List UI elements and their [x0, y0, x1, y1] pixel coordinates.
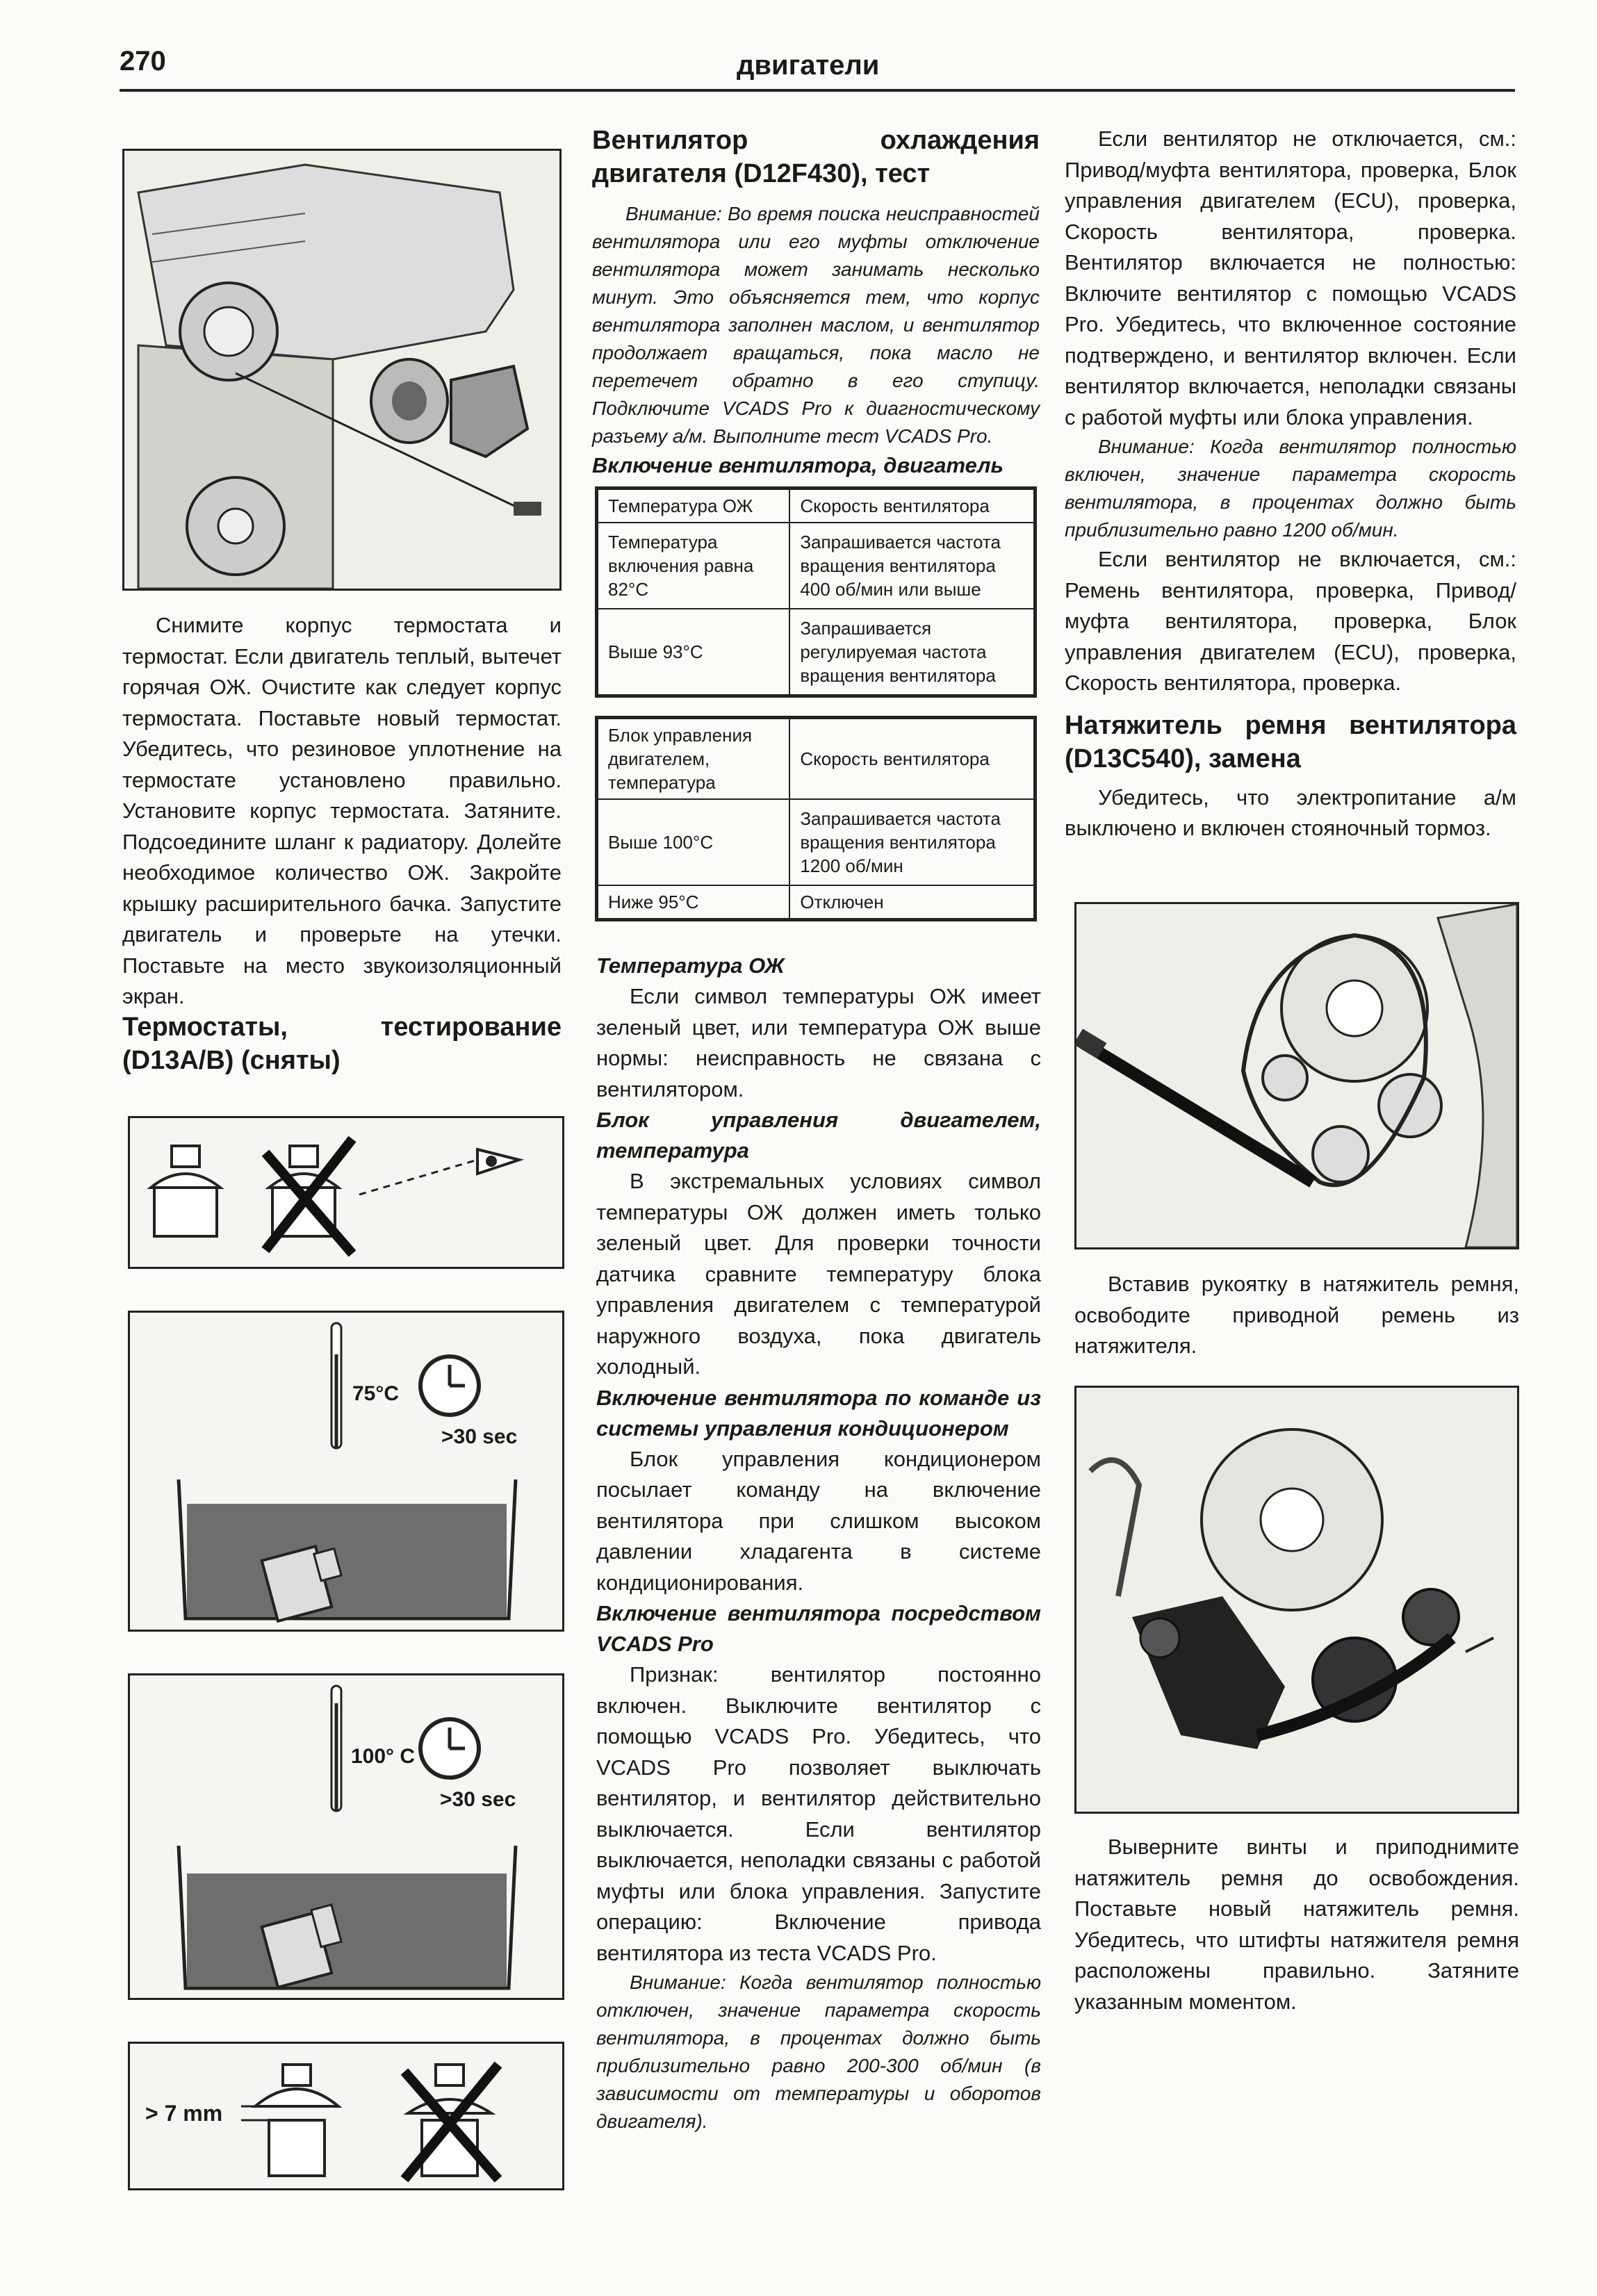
- belt-tensioner-removal-illustration: [1074, 1386, 1519, 1814]
- time-30sec-label: >30 sec: [441, 1425, 518, 1448]
- table-cell: Запрашивается регулируемая частота вращения вентилятора: [789, 609, 1034, 695]
- table-cell: Температура включения равна 82°C: [598, 523, 789, 609]
- fan-full-on-note: Внимание: Когда вентилятор полностью включен, значение параметра скорость вентилятора, в процентах должно быть приблизительно равно 1200 об/мин.: [1065, 436, 1516, 541]
- engine-thermostat-illustration: [122, 149, 562, 591]
- temp-100c-label: 100° C: [351, 1745, 416, 1768]
- fan-coolant-table: [595, 486, 1037, 698]
- fan-test-heading: Вентилятор охлаждения двигателя (D12F430), тест: [592, 126, 1040, 188]
- running-header-title: двигатели: [737, 50, 880, 81]
- table-cell: Запрашивается частота вращения вентилятора 400 об/мин или выше: [789, 523, 1034, 609]
- fan-ecu-table: [595, 716, 1037, 921]
- table-cell: Запрашивается частота вращения вентилятора 1200 об/мин: [789, 799, 1034, 885]
- thermostat-removal-text: Снимите корпус термостата и термостат. Если двигатель теплый, вытечет горячая ОЖ. Очистите как следует корпус термостата. Поставьте новый термостат. Убедитесь, что резиновое уплотнение на термостате установлено правильно. Установите корпус термостата. Затяните. Подсоедините шланг к радиатору. Долейте необходимое количество ОЖ. Закройте крышку расширительного бачка. Запустите двигатель и проверьте на утечки. Поставьте на место звукоизоляционный экран.: [122, 613, 562, 1008]
- table-cell: Выше 93°C: [598, 609, 789, 695]
- thermostat-test-75c-illustration: [128, 1311, 564, 1632]
- ac-fan-text: Блок управления кондиционером посылает команду на включение вентилятора при слишком высоком давлении хладагента в системе кондиционирования.: [596, 1446, 1041, 1595]
- fan-test-note: Внимание: Во время поиска неисправностей вентилятора или его муфты отключение вентилятора может занимать несколько минут. Это объясняется тем, что корпус вентилятора заполнен маслом, и вентилятор продолжает вращаться, пока масло не перетечет обратно в его ступицу. Подключите VCADS Pro к диагностическому разъему а/м. Выполните тест VCADS Pro.: [592, 203, 1040, 447]
- fan-engine-subheading: Включение вентилятора, двигатель: [592, 453, 1004, 477]
- thermostat-test-heading: Термостаты, тестирование (D13A/B) (сняты): [122, 1012, 562, 1075]
- tensioner-replace-caption: Выверните винты и приподнимите натяжитель ремня до освобождения. Поставьте новый натяжитель ремня. Убедитесь, что штифты натяжителя ремня расположены правильно. Затяните указанным моментом.: [1074, 1835, 1519, 2014]
- header-rule: [120, 89, 1515, 92]
- ac-fan-subheading: Включение вентилятора по команде из системы управления кондиционером: [596, 1385, 1041, 1441]
- table-cell: Ниже 95°C: [598, 885, 789, 919]
- coolant-temp-subheading: Температура ОЖ: [596, 953, 785, 978]
- table-header-cell: Температура ОЖ: [598, 489, 789, 523]
- gap-7mm-label: > 7 mm: [145, 2101, 223, 2126]
- thermostat-opening-measure-illustration: [128, 2042, 564, 2190]
- table-header-cell: Блок управления двигателем, температура: [598, 719, 789, 799]
- belt-tensioner-handle-illustration: [1074, 902, 1519, 1249]
- ecu-temp-text: В экстремальных условиях символ температуры ОЖ должен иметь только зеленый цвет. Для проверки точности датчика сравните температуру блока управления двигателем с температурой наружного воздуха, пока двигатель холодный.: [596, 1169, 1041, 1379]
- table-header-cell: Скорость вентилятора: [789, 719, 1034, 799]
- belt-tensioner-intro: Убедитесь, что электропитание а/м выключено и включен стояночный тормоз.: [1065, 785, 1516, 840]
- belt-release-caption: Вставив рукоятку в натяжитель ремня, освободите приводной ремень из натяжителя.: [1074, 1272, 1519, 1358]
- page-number: 270: [120, 46, 166, 76]
- ecu-temp-subheading: Блок управления двигателем, температура: [596, 1108, 1041, 1163]
- temp-75c-label: 75°C: [352, 1382, 400, 1405]
- fan-not-off-text: Если вентилятор не отключается, см.: Привод/муфта вентилятора, проверка, Блок управления двигателем (ECU), проверка, Скорость вентилятора, проверка. Вентилятор включается не полностью: Включите вентилятор с помощью VCADS Pro. Убедитесь, что включенное состояние подтверждено, и вентилятор включен. Если вентилятор включается, неполадки связаны с работой муфты или блока управления.: [1065, 126, 1516, 429]
- table-header-cell: Скорость вентилятора: [789, 489, 1034, 523]
- vcads-fan-text: Признак: вентилятор постоянно включен. Выключите вентилятор с помощью VCADS Pro. Убедитесь, что VCADS Pro позволяет выключать вентилятор, и вентилятор действительно выключается. Если вентилятор выключается, неполадки связаны с работой муфты или блока управления. Запустите операцию: Включение привода вентилятора из теста VCADS Pro.: [596, 1662, 1041, 1965]
- fan-not-on-text: Если вентилятор не включается, см.: Ремень вентилятора, проверка, Привод/муфта вентилятора, проверка, Блок управления двигателем (ECU), проверка, Скорость вентилятора, проверка.: [1065, 547, 1516, 695]
- thermostat-test-100c-illustration: [128, 1673, 564, 2000]
- vcads-fan-note: Внимание: Когда вентилятор полностью отключен, значение параметра скорость вентилятора, в процентах должно быть приблизительно равно 200-300 об/мин (в зависимости от температуры и оборотов двигателя).: [596, 1971, 1041, 2132]
- coolant-temp-text: Если символ температуры ОЖ имеет зеленый цвет, или температура ОЖ выше нормы: неисправность не связана с вентилятором.: [596, 984, 1041, 1101]
- vcads-fan-subheading: Включение вентилятора посредством VCADS Pro: [596, 1601, 1041, 1656]
- thermostat-inspection-illustration: [128, 1116, 564, 1269]
- table-cell: Выше 100°C: [598, 799, 789, 885]
- time-30sec-label-2: >30 sec: [440, 1788, 516, 1811]
- table-cell: Отключен: [789, 885, 1034, 919]
- belt-tensioner-heading: Натяжитель ремня вентилятора (D13C540), замена: [1065, 710, 1516, 773]
